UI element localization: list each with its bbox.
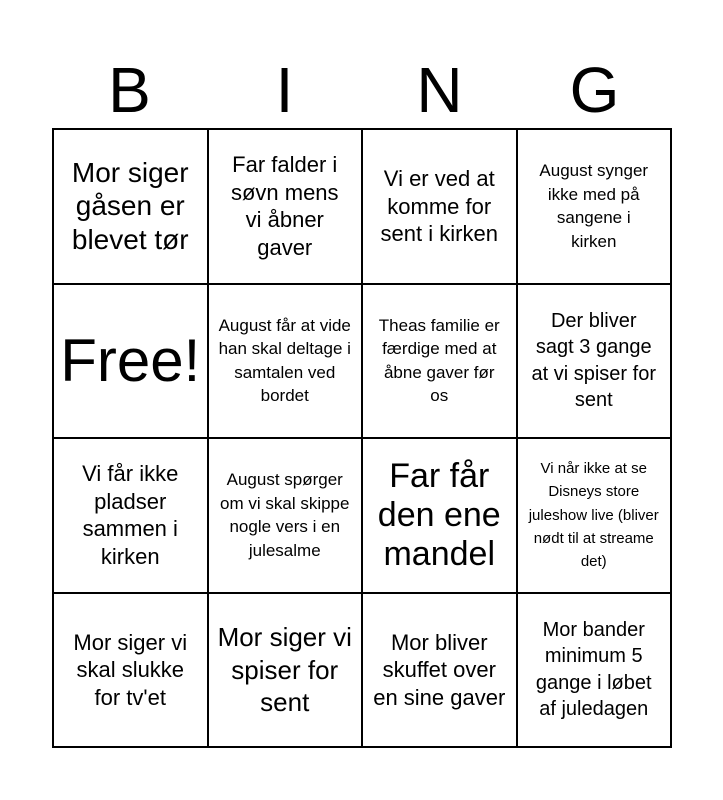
bingo-cell-r1c2 (209, 130, 364, 285)
bingo-cell-text: Theas familie er færdige med at åbne gaver før os (378, 315, 500, 406)
bingo-cell-text: Mor siger vi spiser for sent (217, 622, 352, 717)
free-space-text: Free! (60, 326, 201, 394)
bingo-cell-text: Mor bander minimum 5 gange i løbet af juledagen (535, 618, 652, 721)
bingo-cell-text: Mor bliver skuffet over en sine gaver (373, 629, 506, 710)
bingo-cell-text: August synger ikke med på sangene i kirken (539, 161, 649, 251)
bingo-cell-r3c2 (209, 439, 364, 594)
bingo-cell-r3c1 (54, 439, 209, 594)
bingo-cell-r1c1 (54, 130, 209, 285)
bingo-cell-r1c4 (518, 130, 673, 285)
bingo-cell-r4c1 (54, 594, 209, 749)
bingo-cell-r1c3 (363, 130, 518, 285)
bingo-cell-r3c3 (363, 439, 518, 594)
header-letter-n: N (416, 54, 463, 126)
bingo-cell-r4c3 (363, 594, 518, 749)
header-letter-g: G (569, 54, 620, 126)
bingo-cell-text: Der bliver sagt 3 gange at vi spiser for sent (531, 309, 656, 412)
header-letter-b: B (108, 54, 151, 126)
bingo-grid (52, 128, 672, 748)
bingo-cell-r4c4 (518, 594, 673, 749)
bingo-cell-r4c2 (209, 594, 364, 749)
bingo-cell-text: Mor siger vi skal slukke for tv'et (73, 629, 188, 710)
bingo-cell-r2c4 (518, 285, 673, 440)
bingo-cell-text: August får at vide han skal deltage i samtalen ved bordet (218, 315, 351, 406)
bingo-cell-r2c2 (209, 285, 364, 440)
bingo-cell-text: Far falder i søvn mens vi åbner gaver (230, 152, 339, 260)
bingo-cell-text: Vi er ved at komme for sent i kirken (380, 166, 498, 246)
bingo-cell-text: August spørger om vi skal skippe nogle vers i en julesalme (220, 470, 350, 560)
bingo-header (52, 52, 672, 128)
bingo-cell-text: Far får den ene mandel (377, 456, 501, 573)
bingo-cell-text: Vi når ikke at se Disneys store juleshow live (bliver nødt til at streame det) (528, 460, 659, 571)
bingo-cell-r2c1-free (54, 285, 209, 440)
bingo-cell-text: Vi får ikke pladser sammen i kirken (82, 461, 179, 569)
bingo-cell-r3c4 (518, 439, 673, 594)
bingo-cell-text: Mor siger gåsen er blevet tør (71, 156, 189, 256)
bingo-cell-r2c3 (363, 285, 518, 440)
header-letter-i: I (275, 54, 294, 126)
